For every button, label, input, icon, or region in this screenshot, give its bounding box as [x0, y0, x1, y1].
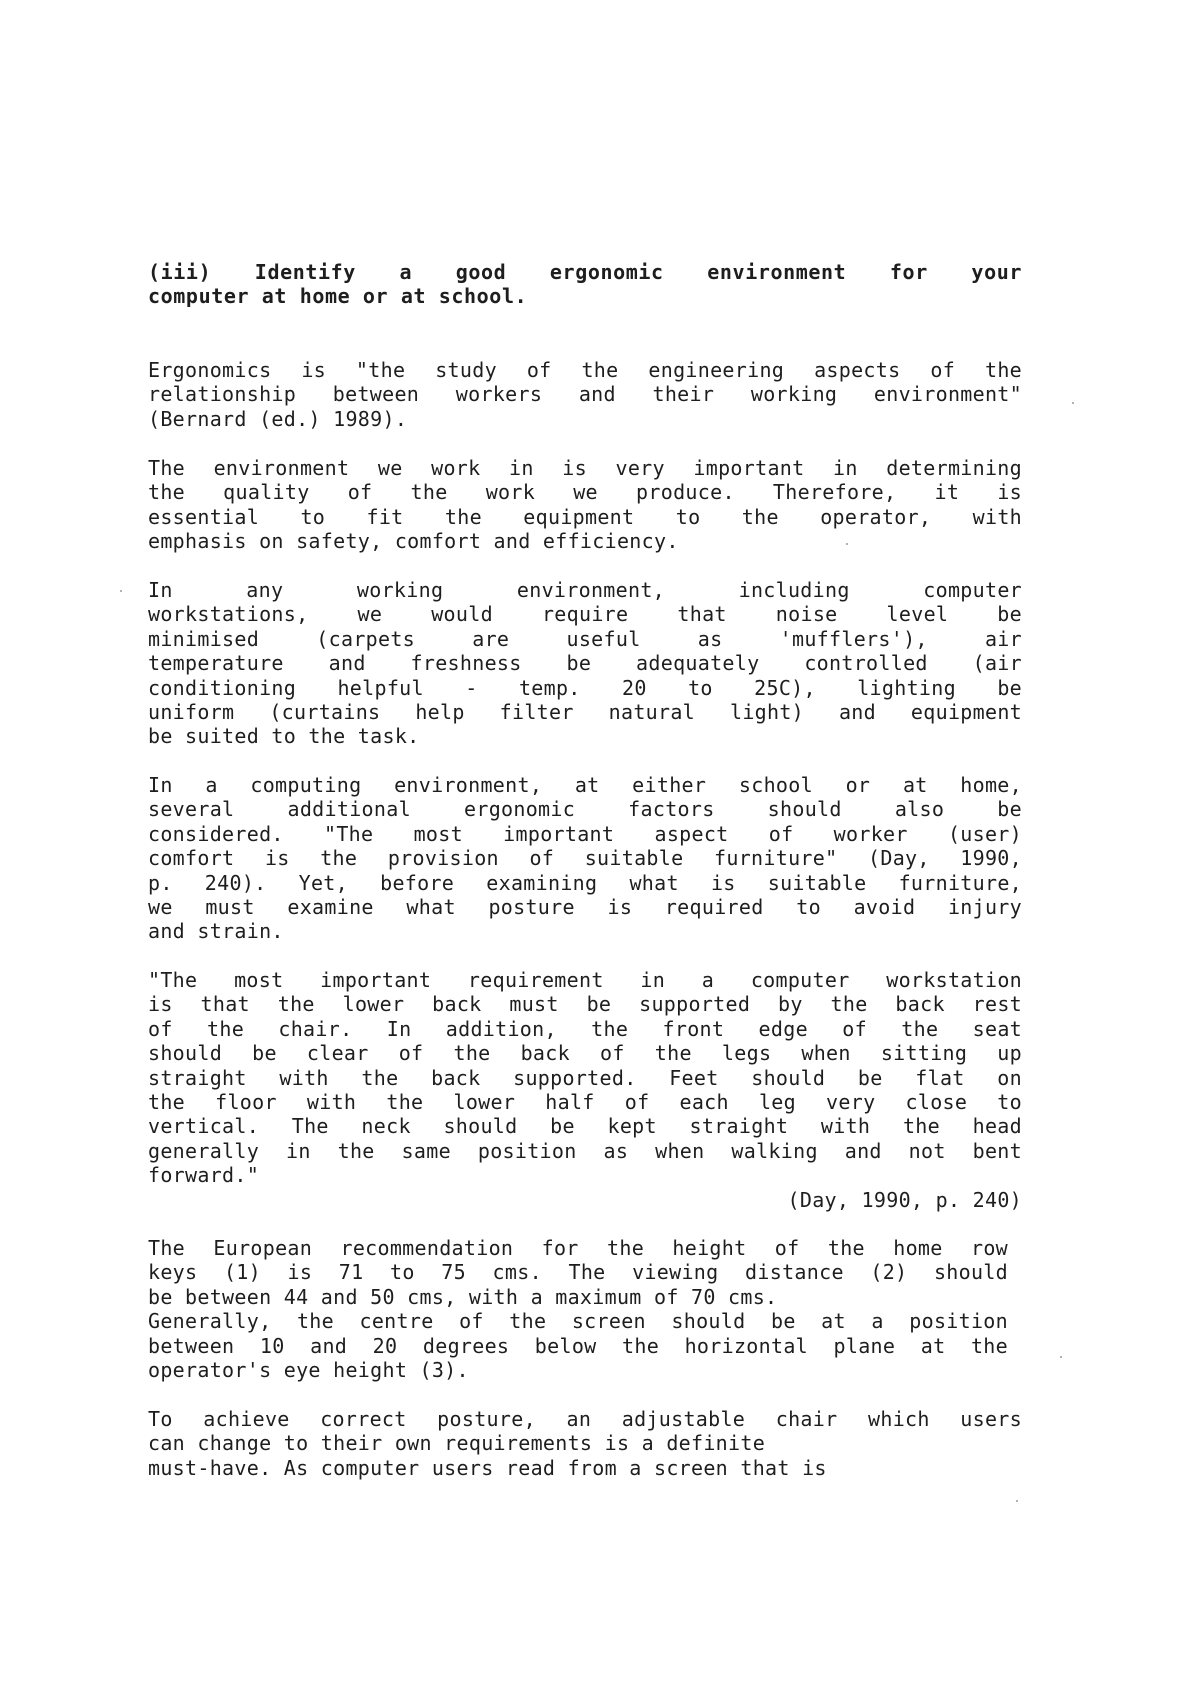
scan-speck: [1060, 1356, 1062, 1358]
text-line: and strain.: [148, 919, 284, 944]
scan-speck: [1072, 402, 1074, 404]
text-line: be suited to the task.: [148, 724, 420, 749]
text-line: can change to their own requirements is a definite: [148, 1431, 766, 1456]
text-line: must-have. As computer users read from a screen that is: [148, 1455, 827, 1480]
text-line: should be clear of the back of the legs when sitting up: [148, 1041, 1022, 1066]
citation-text: (Day, 1990, p. 240): [787, 1188, 1022, 1212]
text-line: we must examine what posture is required to avoid injury: [148, 895, 1022, 920]
text-line: In a computing environment, at either school or at home,: [148, 773, 1022, 797]
paragraph-environment: [148, 456, 1022, 554]
text-line: operator's eye height (3).: [148, 1358, 469, 1383]
text-line: essential to fit the equipment to the operator, with: [148, 504, 1022, 529]
paragraph-ergonomics-definition: [148, 358, 1022, 431]
paragraph-computing-environment: [148, 773, 1022, 944]
text-line: straight with the back supported. Feet should be flat on: [148, 1065, 1022, 1090]
text-line: temperature and freshness be adequately controlled (air: [148, 651, 1022, 676]
text-line: The environment we work in is very important in determining: [148, 456, 1022, 480]
text-line: workstations, we would require that noise level be: [148, 602, 1022, 627]
text-line: considered. "The most important aspect of worker (user): [148, 821, 1022, 846]
scan-speck: [120, 590, 122, 592]
text-line: conditioning helpful - temp. 20 to 25C), lighting be: [148, 675, 1022, 700]
question-heading: [148, 260, 1022, 309]
scan-speck: [846, 543, 848, 545]
text-line: Generally, the centre of the screen should be at a position: [148, 1309, 1008, 1334]
paragraph-correct-posture: [148, 1407, 1022, 1480]
text-line: vertical. The neck should be kept straight with the head: [148, 1114, 1022, 1139]
text-line: between 10 and 20 degrees below the horizontal plane at the: [148, 1333, 1008, 1358]
paragraph-working-environment: [148, 578, 1022, 749]
text-line: (Bernard (ed.) 1989).: [148, 406, 408, 431]
text-line: "The most important requirement in a computer workstation: [148, 968, 1022, 992]
quotation-posture: [148, 968, 1022, 1188]
paragraph-european-recommendation: [148, 1236, 1008, 1382]
text-line: keys (1) is 71 to 75 cms. The viewing distance (2) should: [148, 1260, 1008, 1285]
text-line: of the chair. In addition, the front edge of the seat: [148, 1016, 1022, 1041]
text-line: the floor with the lower half of each leg very close to: [148, 1090, 1022, 1115]
text-line: minimised (carpets are useful as 'mufflers'), air: [148, 626, 1022, 651]
text-line: generally in the same position as when walking and not bent: [148, 1138, 1022, 1163]
quotation-citation: [148, 1188, 1022, 1212]
text-line: relationship between workers and their working environment": [148, 382, 1022, 407]
text-line: be between 44 and 50 cms, with a maximum of 70 cms.: [148, 1284, 778, 1309]
text-line: emphasis on safety, comfort and efficiency.: [148, 529, 679, 554]
text-line: In any working environment, including computer: [148, 578, 1022, 602]
text-line: p. 240). Yet, before examining what is suitable furniture,: [148, 870, 1022, 895]
text-line: Ergonomics is "the study of the engineering aspects of the: [148, 358, 1022, 382]
text-line: forward.": [148, 1163, 260, 1188]
text-line: uniform (curtains help filter natural light) and equipment: [148, 700, 1022, 725]
heading-line: computer at home or at school.: [148, 284, 528, 309]
scan-speck: [1016, 1500, 1018, 1502]
heading-line: (iii) Identify a good ergonomic environment for your: [148, 260, 1022, 284]
text-line: the quality of the work we produce. Therefore, it is: [148, 480, 1022, 505]
text-line: is that the lower back must be supported by the back rest: [148, 992, 1022, 1017]
text-line: The European recommendation for the height of the home row: [148, 1236, 1008, 1260]
text-line: several additional ergonomic factors should also be: [148, 797, 1022, 822]
text-line: To achieve correct posture, an adjustable chair which users: [148, 1407, 1022, 1431]
text-line: comfort is the provision of suitable furniture" (Day, 1990,: [148, 846, 1022, 871]
